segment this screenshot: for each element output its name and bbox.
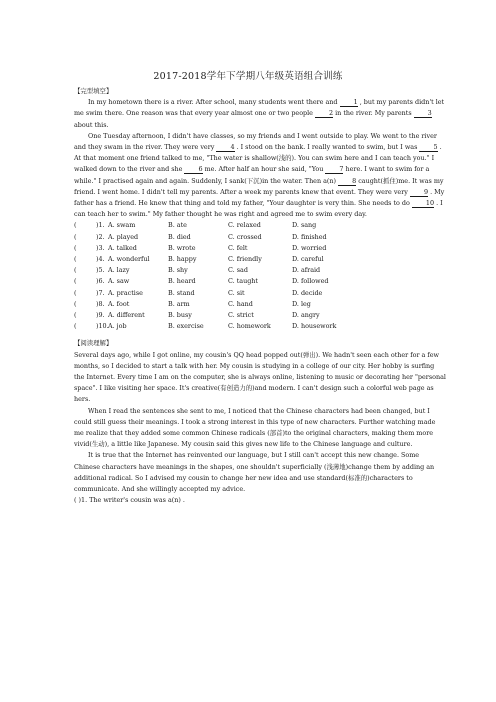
- text-run: , but my parents didn't let me swim there. One reason was that every year almost one or two people: [74, 98, 445, 118]
- option-a: A. practise: [108, 288, 143, 297]
- option-row: [74, 321, 446, 332]
- blank-2: 2: [315, 109, 333, 118]
- option-a: A. foot: [108, 299, 130, 308]
- option-a: A. job: [108, 322, 127, 331]
- question-number: )3.: [96, 243, 105, 252]
- question-number: )6.: [96, 277, 105, 286]
- answer-paren: (: [74, 243, 77, 252]
- blank-10: 10: [412, 199, 434, 208]
- cloze-options: [74, 220, 446, 332]
- page-title: 2017-2018学年下学期八年级英语组合训练: [153, 71, 343, 82]
- option-a: A. talked: [108, 243, 137, 252]
- text-run: . I stood on the bank. I really wanted to swim, but I was: [236, 143, 418, 152]
- option-b: B. stand: [168, 288, 195, 297]
- option-b: B. shy: [168, 266, 188, 275]
- answer-paren: (: [74, 288, 77, 297]
- option-a: A. swam: [108, 221, 136, 230]
- option-c: C. relaxed: [228, 221, 261, 230]
- text-run: in the river. My parents: [335, 109, 412, 118]
- text-run: . My father has a friend. He knew that thing and told my father, "Your daughter is very thin. She needs to do: [74, 187, 445, 208]
- reading-section-title: 【阅读理解】: [74, 339, 113, 348]
- option-b: B. died: [168, 232, 191, 241]
- option-b: B. heard: [168, 277, 196, 286]
- option-b: B. wrote: [168, 243, 196, 252]
- option-d: D. careful: [292, 255, 324, 263]
- option-c: C. friendly: [228, 255, 262, 263]
- blank-6: 6: [184, 165, 202, 174]
- option-d: D. finished: [292, 232, 327, 241]
- option-b: B. arm: [168, 299, 190, 308]
- option-b: B. exercise: [168, 322, 204, 331]
- option-a: A. wonderful: [108, 255, 150, 263]
- text-run: about this.: [74, 120, 109, 129]
- question-number: )4.: [96, 255, 105, 263]
- option-a: A. different: [108, 310, 145, 319]
- text-run: . I can teach her to swim." My father thought he was right and agreed me to swim every day.: [74, 199, 443, 219]
- reading-paragraph-1: Several days ago, while I got online, my cousin's QQ head popped out(弹出). We hadn't seen each other for a few months, so I decided to start a talk with her. My cousin is studying in a college of our city. Her hobby is surfing the Internet. Every time I am on the computer, she is always online, listening to music or decorating her "personal space". I like visiting her space. It's creative(有创造力的)and modern. I can't design such a colorful web page as hers.: [74, 350, 446, 404]
- question-number: )9.: [96, 310, 105, 319]
- blank-8: 8: [338, 177, 356, 186]
- option-c: C. strict: [228, 310, 254, 319]
- reading-paragraph-2: When I read the sentences she sent to me, I noticed that the Chinese characters had been changed, but I could still guess their meanings. I took a strong interest in this type of new characters. Further watching made me realize that they added some common Chinese radicals (部首)to the original characters, making them more vivid(生动), a little like Japanese. My cousin said this gives new life to the Chinese language and culture.: [74, 406, 436, 449]
- content: [74, 86, 446, 506]
- option-a: A. lazy: [108, 266, 130, 275]
- question-number: )2.: [96, 232, 105, 241]
- option-c: C. crossed: [228, 232, 262, 241]
- text-run: me. After half an hour she said, "You: [204, 165, 324, 174]
- option-row: [74, 276, 446, 287]
- option-d: D. sang: [292, 221, 317, 230]
- option-c: C. taught: [228, 277, 258, 286]
- option-row: [74, 254, 446, 265]
- option-row: [74, 288, 446, 299]
- answer-paren: (: [74, 266, 77, 275]
- option-c: C. homework: [228, 322, 271, 331]
- answer-paren: (: [74, 221, 77, 230]
- option-a: A. played: [108, 232, 139, 241]
- option-c: C. felt: [228, 243, 248, 252]
- text-run: One Tuesday afternoon, I didn't have classes, so my friends and I went outside to play. We went to the river and they swam in the river. They were very: [74, 131, 437, 152]
- option-row: [74, 310, 446, 321]
- question-number: )10.: [96, 322, 109, 331]
- blank-5: 5: [419, 143, 437, 152]
- text-run: here. I want to swim for a while." I practised again and again. Suddenly, I sank(下沉)in the water. Then a(n): [74, 165, 430, 185]
- option-d: D. worried: [292, 243, 327, 252]
- blank-7: 7: [325, 165, 343, 174]
- cloze-paragraph-2: [74, 131, 446, 221]
- option-b: B. busy: [168, 310, 192, 319]
- question-number: )1.: [96, 221, 105, 230]
- option-d: D. housework: [292, 322, 337, 331]
- answer-paren: (: [74, 322, 77, 331]
- option-d: D. angry: [292, 310, 320, 319]
- option-row: [74, 299, 446, 310]
- answer-paren: (: [74, 232, 77, 241]
- text-run: caught(抓住)me. It was my friend. I went home. I didn't tell my parents. After a week my parents knew that event. They were very: [74, 176, 444, 196]
- question-number: )5.: [96, 266, 105, 275]
- answer-paren: (: [74, 299, 77, 308]
- question-number: )8.: [96, 299, 105, 308]
- option-row: [74, 265, 446, 276]
- cloze-paragraph-1: [74, 97, 446, 131]
- blank-3: 3: [414, 109, 432, 118]
- cloze-section-title: 【完型填空】: [74, 87, 113, 95]
- option-d: D. followed: [292, 277, 329, 286]
- option-d: D. decide: [292, 288, 323, 297]
- reading-paragraph-3: It is true that the Internet has reinvented our language, but I still can't accept this new change. Some Chinese characters have meanings in the shapes, one shouldn't superficially (浅薄地)change them by adding an additional radical. So I advised my cousin to change her new idea and use standard(标准的)characters to communicate. And she willingly accepted my advice.: [74, 451, 435, 493]
- text-run: In my hometown there is a river. After school, many students went there and: [88, 98, 338, 107]
- option-row: [74, 243, 446, 254]
- blank-1: 1: [340, 98, 358, 107]
- option-row: [74, 232, 446, 243]
- reading-question-1: ( )1. The writer's cousin was a(n) .: [74, 496, 185, 505]
- option-d: D. leg: [292, 299, 311, 308]
- option-d: D. afraid: [292, 266, 321, 275]
- option-c: C. hand: [228, 299, 253, 308]
- option-c: C. sad: [228, 266, 248, 275]
- answer-paren: (: [74, 277, 77, 286]
- blank-9: 9: [410, 188, 428, 197]
- option-row: [74, 220, 446, 231]
- question-number: )7.: [96, 288, 105, 297]
- blank-4: 4: [216, 143, 234, 152]
- option-a: A. saw: [108, 277, 130, 286]
- answer-paren: (: [74, 255, 77, 263]
- option-c: C. sit: [228, 288, 245, 297]
- text-run: . At that moment one friend talked to me, "The water is shallow(浅的). You can swim here and I can teach you." I walked down to the river and she: [74, 143, 442, 174]
- answer-paren: (: [74, 310, 77, 319]
- option-b: B. ate: [168, 221, 187, 230]
- option-b: B. happy: [168, 255, 197, 263]
